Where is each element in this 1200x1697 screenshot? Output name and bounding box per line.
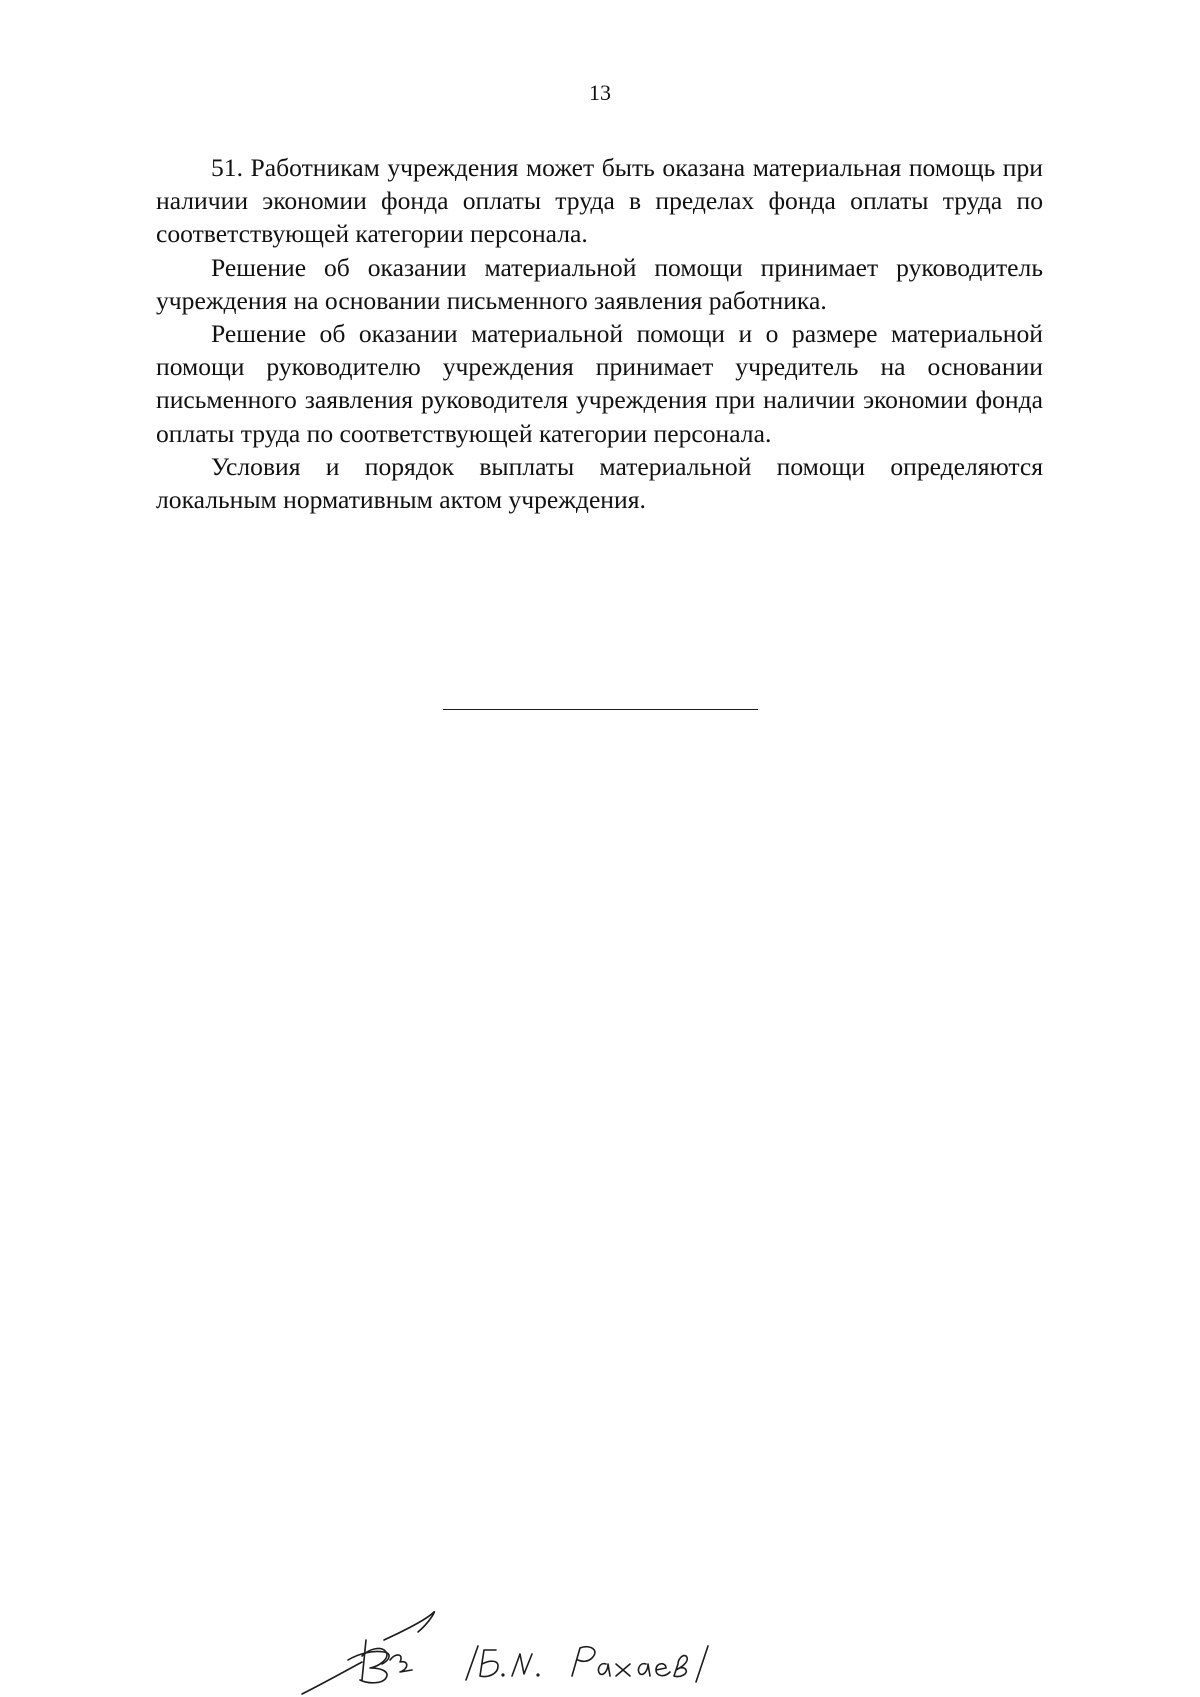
document-body: [156, 151, 1043, 516]
paragraph-decision-employee: Решение об оказании материальной помощи принимает руководитель учреждения на основании письменного заявления работника.: [156, 252, 1043, 315]
handwritten-signature: [300, 1610, 760, 1697]
page-number: 13: [589, 80, 611, 105]
paragraph-decision-head: Решение об оказании материальной помощи и о размере материальной помощи руководителю учреждения принимает учредитель на основании письменного заявления руководителя учреждения при наличии экономии фонда оплаты труда по соответствующей категории персонала.: [156, 319, 1043, 448]
signature-block: [300, 1610, 760, 1697]
paragraph-51: 51. Работникам учреждения может быть оказана материальная помощь при наличии экономии фонда оплаты труда в пределах фонда оплаты труда по соответствующей категории персонала.: [156, 153, 1043, 249]
end-of-text-rule: [443, 709, 758, 710]
paragraph-conditions: Условия и порядок выплаты материальной помощи определяются локальным нормативным актом учреждения.: [156, 451, 1043, 515]
